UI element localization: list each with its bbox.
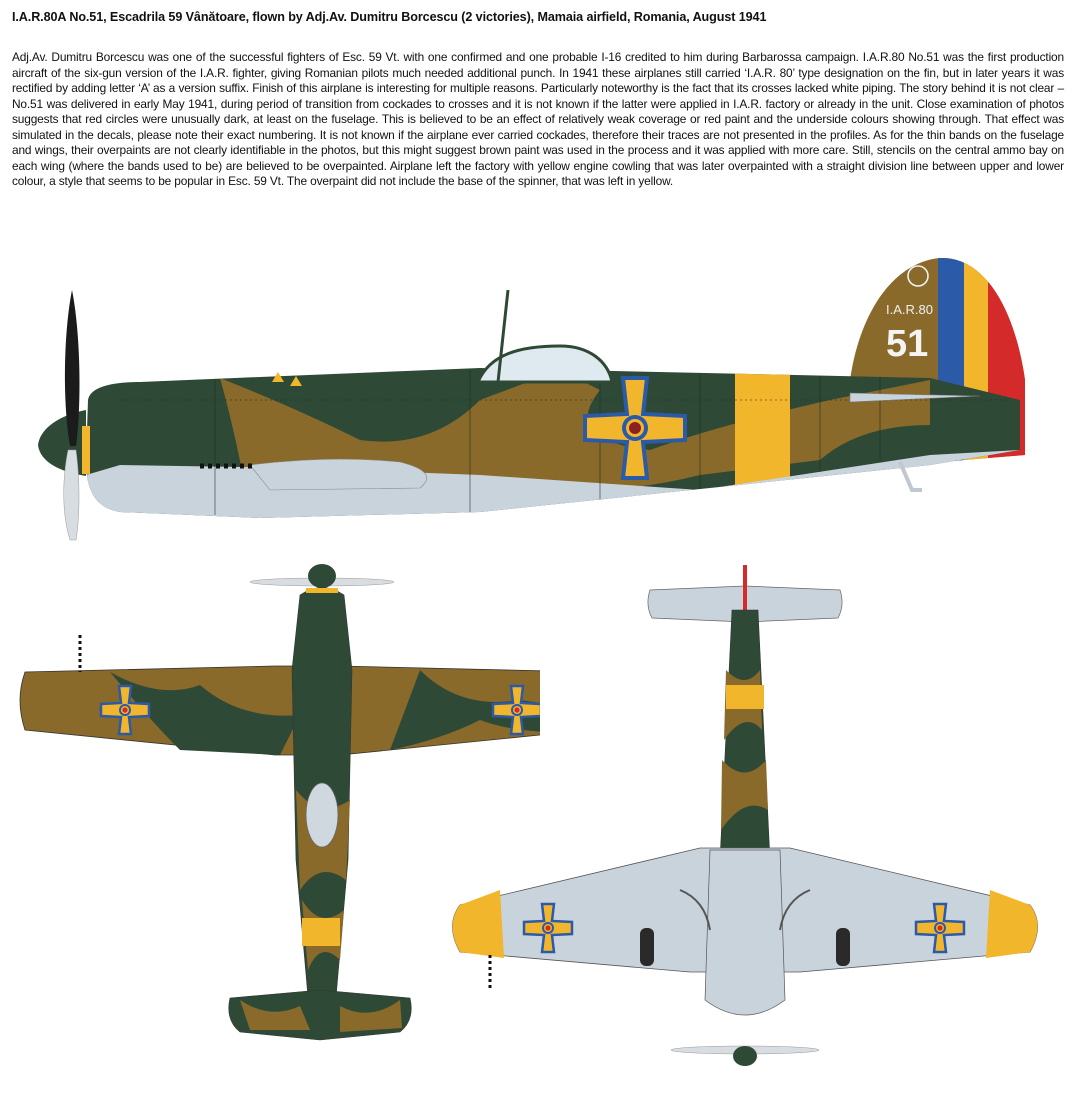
fuselage (80, 360, 1040, 550)
wing-root (250, 459, 427, 490)
bottom-wheel-right (836, 928, 850, 966)
bottom-yellow-band (726, 685, 764, 709)
fin-type-label: I.A.R.80 (886, 302, 933, 317)
bottom-view-illustration (440, 560, 1076, 1080)
side-profile-illustration (0, 250, 1076, 550)
bottom-wheel-left (640, 928, 654, 966)
spinner-yellow-base (82, 426, 90, 474)
bottom-front-fuselage (705, 850, 785, 1015)
fuselage-yellow-band (735, 368, 790, 488)
description-text: Adj.Av. Dumitru Borcescu was one of the successful fighters of Esc. 59 Vt. with one confirmed and one probable I-16 credited to him during Barbarossa campaign. I.A.R.80 No.51 was the first production aircraft of the six-gun version of the I.A.R. fighter, giving Romanian pilots much needed additional punch. In 1941 these airplanes still carried ‘I.A.R. 80’ type designation on the fin, but in later years it was rectified by adding letter ‘A’ as a version suffix. Finish of this airplane is interesting for multiple reasons. Particularly noteworthy is the fact that its crosses lacked white piping. The story behind it is not clear – No.51 was delivered in early May 1941, during period of transition from cockades to crosses and it is not known if the latter were applied in I.A.R. factory or already in the unit. Close examination of photos suggests that red circles were unusually dark, at least on the fuselage. This is believed to be an effect of relatively weak coverage or red paint and the underside colours showing through. That effect was simulated in the decals, please note their exact numbering. It is not known if the airplane ever carried cockades, therefore their traces are not presented in the profiles. As for the thin bands on the fuselage and wings, their overpaints are not clearly identifiable in the photos, but this might suggest brown paint was used in the process and it was applied with more care. Still, stencils on the central ammo bay on each wing (where the bands used to be) are believed to be overpainted. Airplane left the factory with yellow engine cowling that was later overpainted with a straight division line between upper and lower colour, a style that seems to be popular in Esc. 59 Vt. The overpaint did not include the base of the spinner, that was left in yellow. (12, 50, 1064, 188)
page-title: I.A.R.80A No.51, Escadrila 59 Vânătoare, flown by Adj.Av. Dumitru Borcescu (2 victories), Mamaia airfield, Romania, August 1941 (12, 10, 767, 24)
fin-number: 51 (886, 323, 929, 365)
bottom-spinner (733, 1046, 757, 1066)
propeller-blade-lower (64, 450, 79, 540)
top-yellow-band (302, 918, 340, 946)
top-spinner (308, 564, 336, 588)
bottom-wingtip-left-yellow (453, 890, 505, 958)
top-canopy (306, 783, 338, 847)
spinner (38, 410, 86, 476)
propeller-blade-upper (65, 290, 80, 446)
bottom-wingtip-right-yellow (986, 890, 1038, 958)
